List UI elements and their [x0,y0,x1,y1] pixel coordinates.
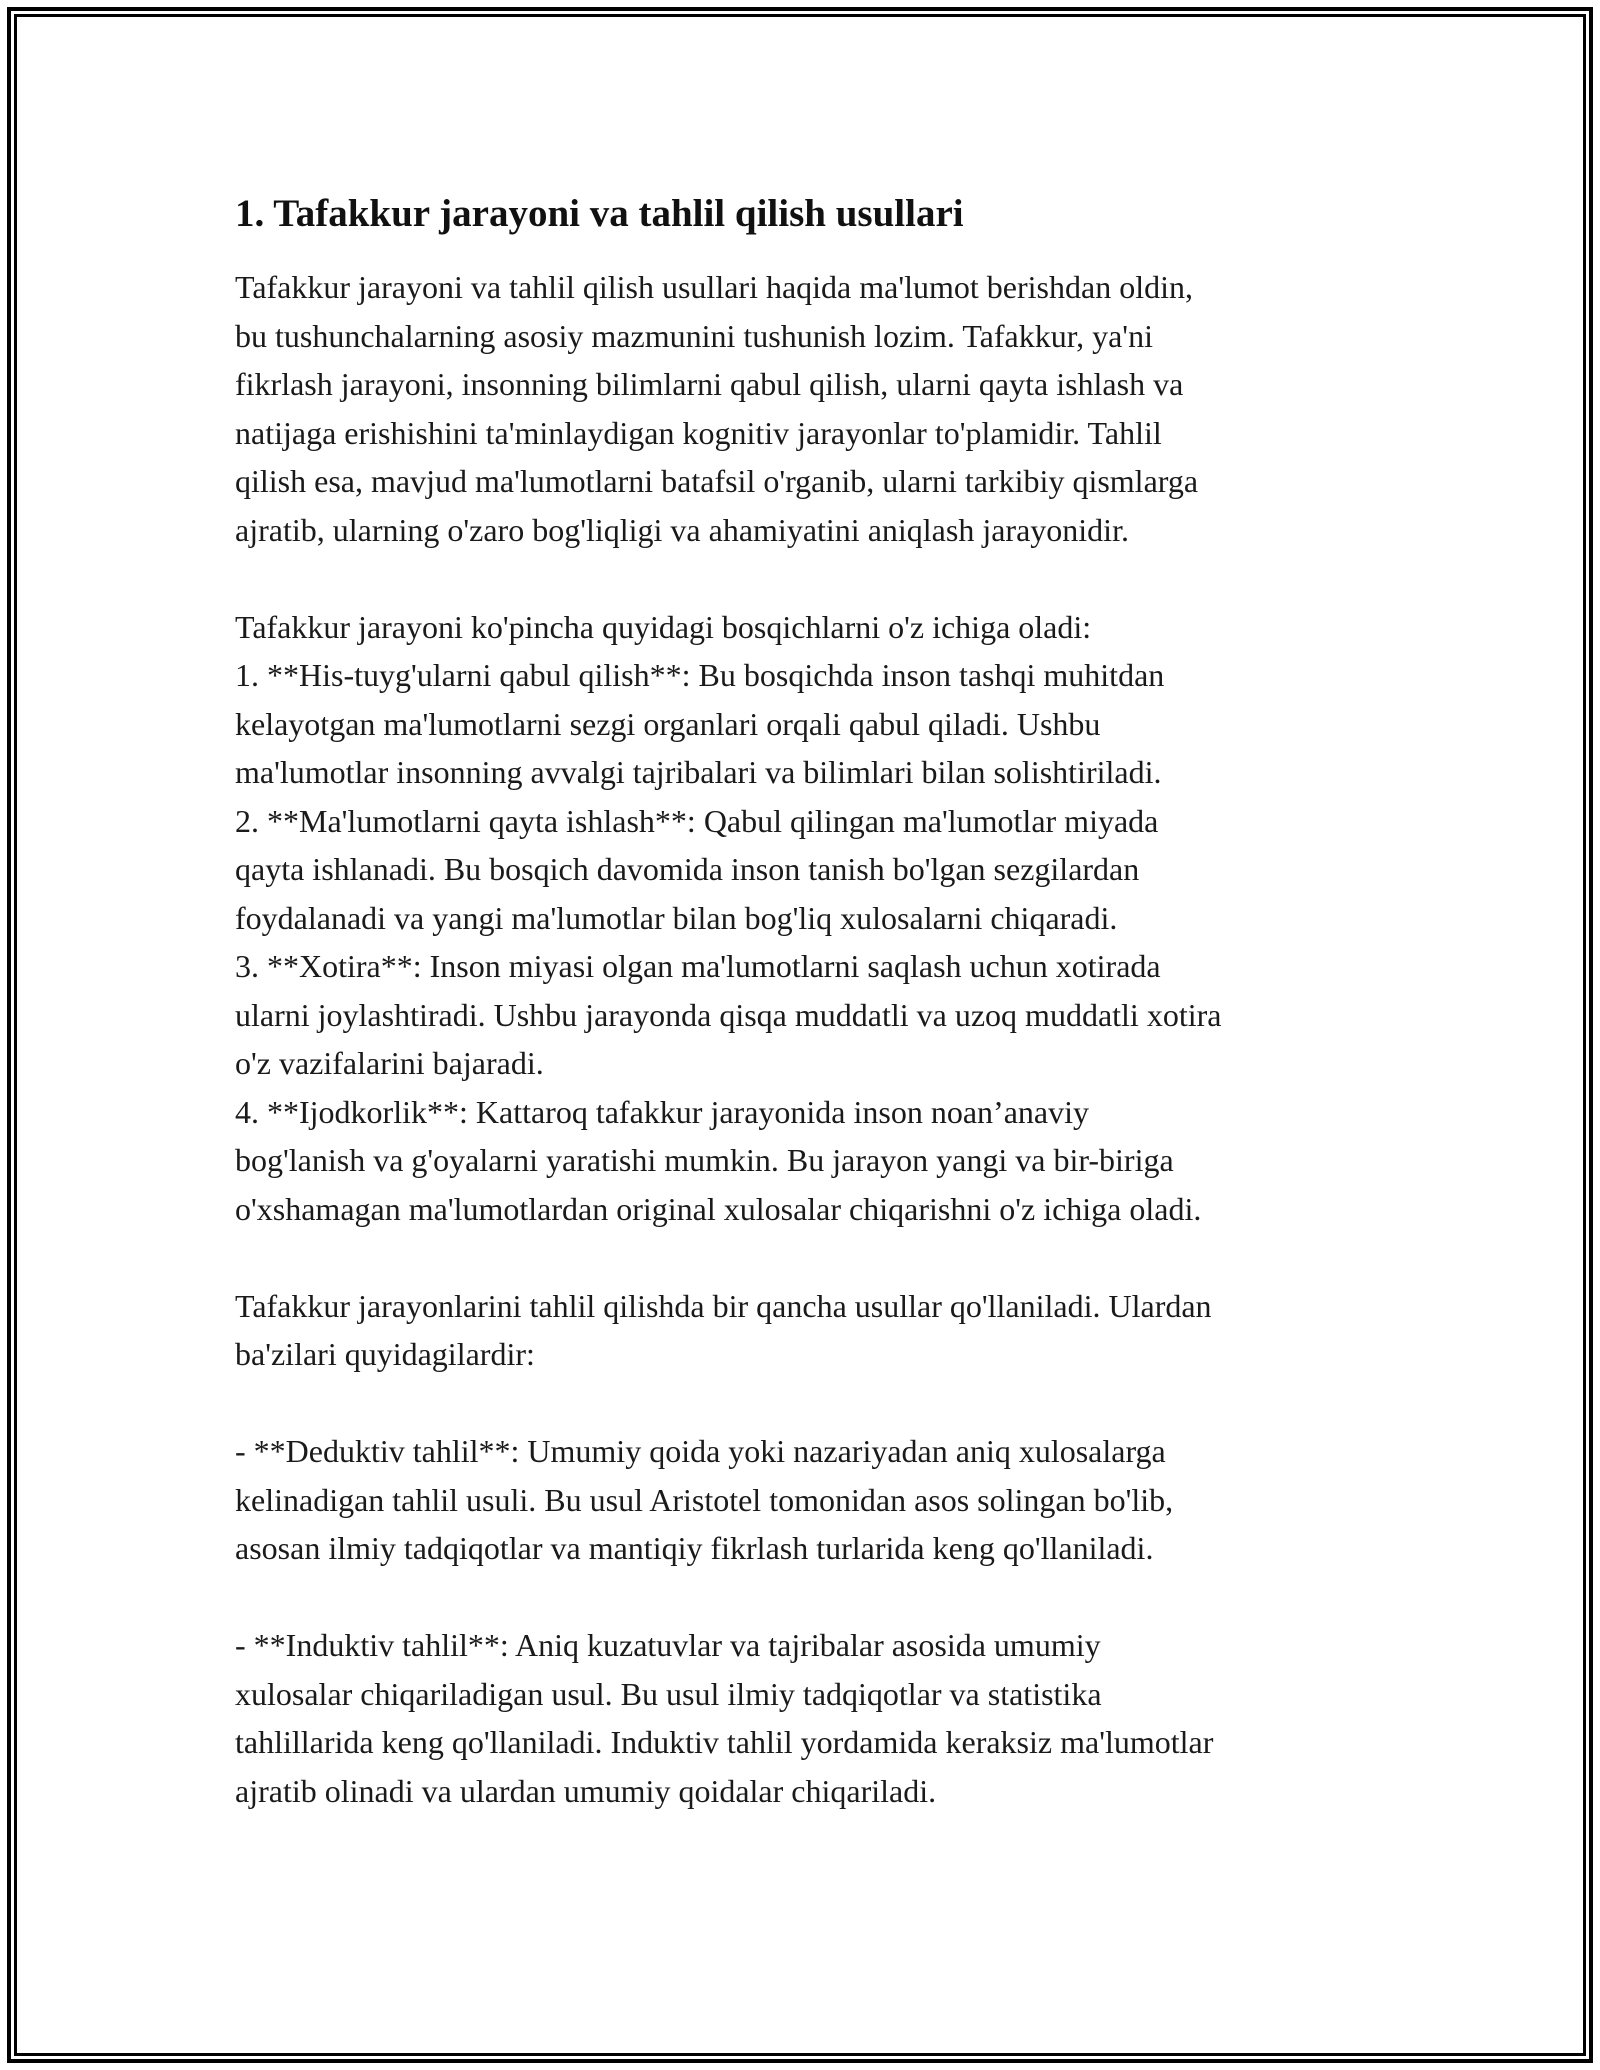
text-line: kelinadigan tahlil usuli. Bu usul Aristotel tomonidan asos solingan bo'lib, [235,1481,1174,1518]
paragraph-inductive-analysis [235,1621,1395,1815]
document-body [235,185,1395,1864]
text-line: o'z vazifalarini bajaradi. [235,1045,544,1081]
text-line: Tafakkur jarayonlarini tahlil qilishda bir qancha usullar qo'llaniladi. Ulardan [235,1287,1212,1324]
list-item-line: - **Deduktiv tahlil**: Umumiy qoida yoki nazariyadan aniq xulosalarga [235,1433,1166,1469]
list-item-line: 2. **Ma'lumotlarni qayta ishlash**: Qabul qilingan ma'lumotlar miyada [235,802,1159,839]
text-line: asosan ilmiy tadqiqotlar va mantiqiy fikrlash turlarida keng qo'llaniladi. [235,1530,1154,1566]
paragraph-intro [235,263,1395,554]
list-item-line: - **Induktiv tahlil**: Aniq kuzatuvlar va tajribalar asosida umumiy [235,1627,1101,1663]
text-line: natijaga erishishini ta'minlaydigan kognitiv jarayonlar to'plamidir. Tahlil [235,414,1162,451]
text-line: o'xshamagan ma'lumotlardan original xulosalar chiqarishni o'z ichiga oladi. [235,1190,1202,1227]
text-line: kelayotgan ma'lumotlarni sezgi organlari orqali qabul qiladi. Ushbu [235,705,1101,742]
text-line: qilish esa, mavjud ma'lumotlarni batafsil o'rganib, ularni tarkibiy qismlarga [235,463,1199,499]
list-item-line: 3. **Xotira**: Inson miyasi olgan ma'lumotlarni saqlash uchun xotirada [235,948,1161,984]
text-line: ajratib olinadi va ulardan umumiy qoidalar chiqariladi. [235,1772,937,1809]
document-title: 1. Tafakkur jarayoni va tahlil qilish usullari [235,192,964,235]
paragraph-stages-list [235,603,1395,1234]
paragraph-methods-intro [235,1282,1395,1379]
text-line: Tafakkur jarayoni va tahlil qilish usullari haqida ma'lumot berishdan oldin, [235,269,1193,305]
text-line: Tafakkur jarayoni ko'pincha quyidagi bosqichlarni o'z ichiga oladi: [235,608,1092,645]
text-line: qayta ishlanadi. Bu bosqich davomida inson tanish bo'lgan sezgilardan [235,851,1140,887]
list-item-line: 1. **His-tuyg'ularni qabul qilish**: Bu bosqichda inson tashqi muhitdan [235,657,1165,693]
paragraph-deductive-analysis [235,1427,1395,1573]
text-line: ba'zilari quyidagilardir: [235,1336,535,1372]
text-line: foydalanadi va yangi ma'lumotlar bilan bog'liq xulosalarni chiqaradi. [235,899,1118,936]
text-line: xulosalar chiqariladigan usul. Bu usul ilmiy tadqiqotlar va statistika [235,1675,1102,1712]
text-line: ularni joylashtiradi. Ushbu jarayonda qisqa muddatli va uzoq muddatli xotira [235,996,1222,1033]
text-line: ajratib, ularning o'zaro bog'liqligi va ahamiyatini aniqlash jarayonidir. [235,511,1129,548]
text-line: bu tushunchalarning asosiy mazmunini tushunish lozim. Tafakkur, ya'ni [235,317,1153,354]
text-line: fikrlash jarayoni, insonning bilimlarni qabul qilish, ularni qayta ishlash va [235,366,1184,402]
text-line: tahlillarida keng qo'llaniladi. Induktiv tahlil yordamida keraksiz ma'lumotlar [235,1724,1214,1760]
text-line: bog'lanish va g'oyalarni yaratishi mumkin. Bu jarayon yangi va bir-biriga [235,1142,1174,1178]
text-line: ma'lumotlar insonning avvalgi tajribalari va bilimlari bilan solishtiriladi. [235,754,1162,790]
list-item-line: 4. **Ijodkorlik**: Kattaroq tafakkur jarayonida inson noan’anaviy [235,1093,1089,1130]
